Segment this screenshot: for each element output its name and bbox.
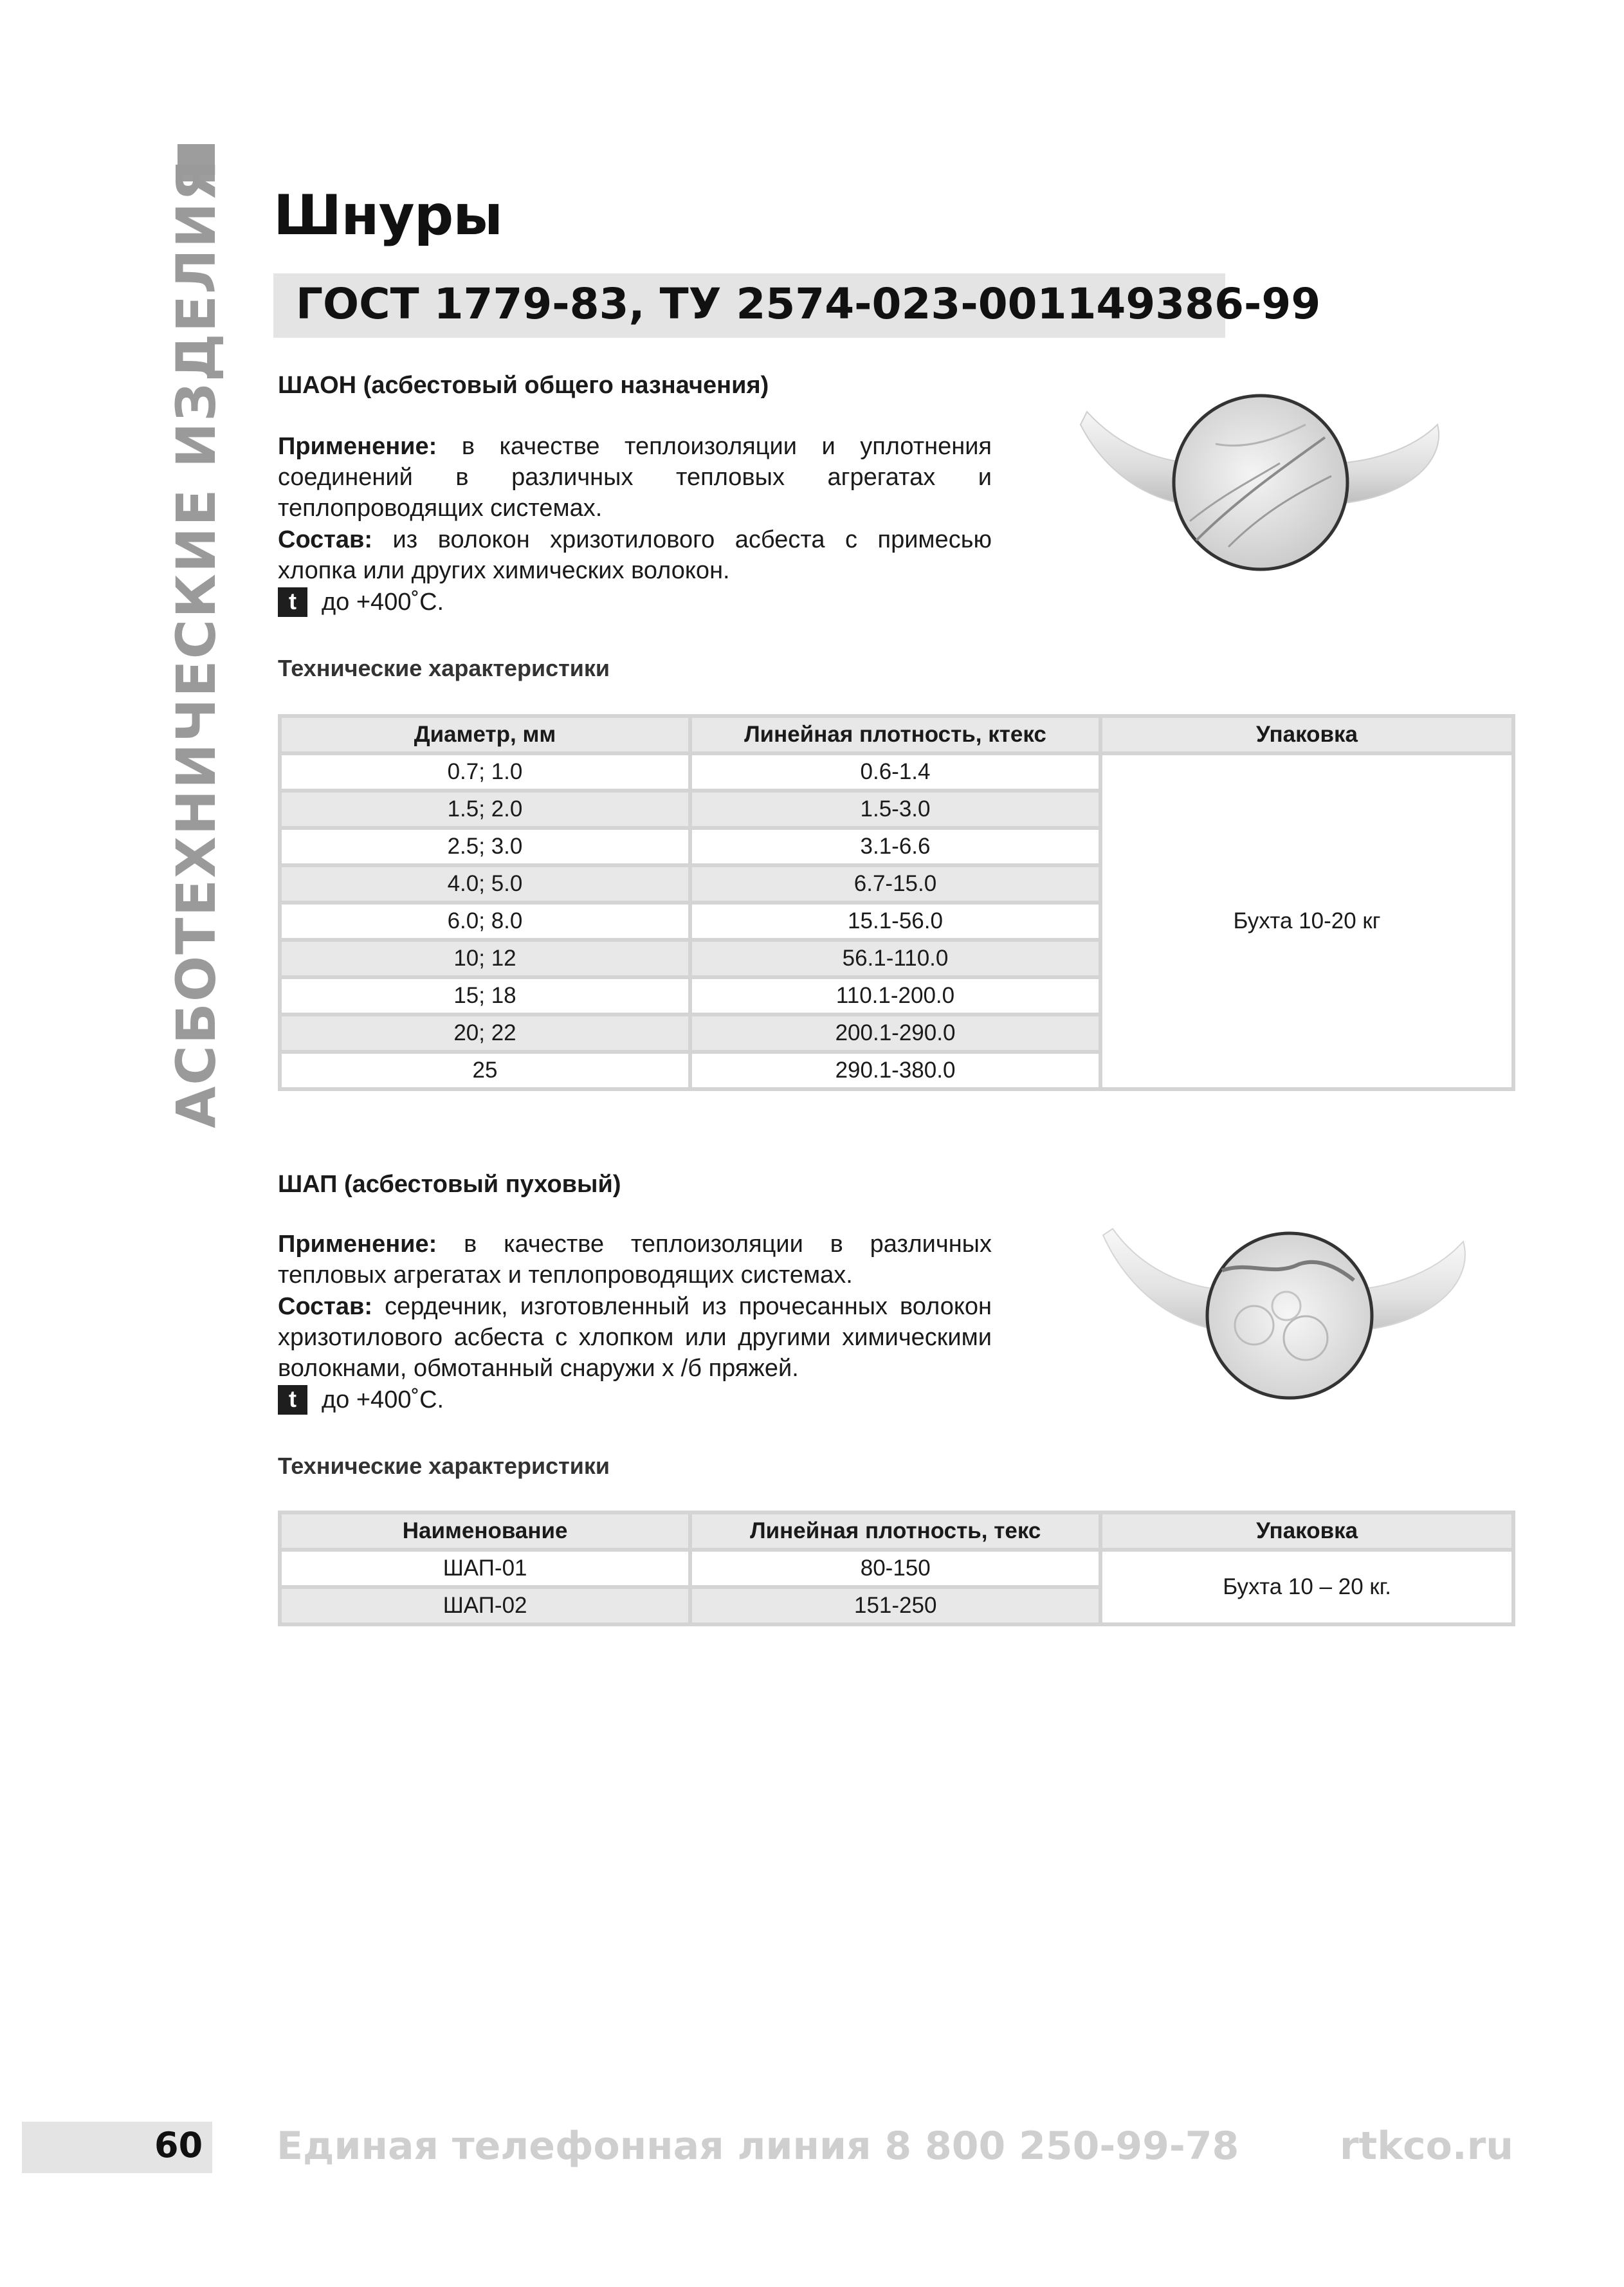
table-header-row: [282, 1514, 1511, 1548]
shaon-temperature-text: до +400˚С.: [322, 588, 444, 616]
table-cell: 80-150: [692, 1552, 1099, 1585]
table-cell: 290.1-380.0: [692, 1054, 1099, 1087]
table-cell: 25: [282, 1054, 688, 1087]
temperature-icon: t: [278, 587, 307, 617]
table-cell: 4.0; 5.0: [282, 867, 688, 901]
standard-title: ГОСТ 1779-83, ТУ 2574-023-001149386-99: [296, 279, 1321, 329]
table-cell: 0.6-1.4: [692, 755, 1099, 789]
packaging-cell: Бухта 10-20 кг: [1102, 755, 1511, 1087]
table-row: [282, 1552, 1511, 1585]
table-cell: 1.5; 2.0: [282, 793, 688, 826]
shaon-composition: [278, 524, 992, 586]
shap-temperature: [278, 1385, 444, 1415]
page-title: Шнуры: [273, 183, 503, 248]
shap-rope-photo: [1093, 1209, 1479, 1428]
table-header-row: [282, 718, 1511, 751]
table-cell: 110.1-200.0: [692, 979, 1099, 1013]
shaon-composition-text: из волокон хризотилового асбеста с примесью хлопка или других химических волокон.: [278, 526, 992, 584]
table-cell: 2.5; 3.0: [282, 830, 688, 863]
temperature-icon: t: [278, 1385, 307, 1415]
shap-title: ШАП (асбестовый пуховый): [278, 1171, 621, 1198]
table-header-cell: Упаковка: [1102, 718, 1511, 751]
table-cell: 20; 22: [282, 1016, 688, 1050]
table-cell: 0.7; 1.0: [282, 755, 688, 789]
shap-composition-text: сердечник, изготовленный из прочесанных волокон хризотилового асбеста с хлопком или другими химическими волокнами, обмотанный снаружи х /б пряжей.: [278, 1293, 992, 1382]
shaon-temperature: [278, 587, 444, 617]
page-number: 60: [154, 2125, 203, 2165]
table-cell: 56.1-110.0: [692, 942, 1099, 975]
shaon-application: [278, 431, 992, 524]
table-row: [282, 755, 1511, 789]
shap-specs-table: [278, 1511, 1515, 1626]
table-cell: ШАП-01: [282, 1552, 688, 1585]
table-cell: 10; 12: [282, 942, 688, 975]
shaon-specs-title: Технические характеристики: [278, 655, 610, 681]
shaon-application-label: Применение:: [278, 433, 437, 460]
table-cell: 1.5-3.0: [692, 793, 1099, 826]
shap-application: [278, 1229, 992, 1290]
table-cell: 15.1-56.0: [692, 905, 1099, 938]
shap-composition-label: Состав:: [278, 1293, 373, 1320]
table-header-cell: Диаметр, мм: [282, 718, 688, 751]
shap-application-label: Применение:: [278, 1231, 437, 1258]
shaon-composition-label: Состав:: [278, 526, 373, 553]
shaon-specs-table: [278, 714, 1515, 1091]
shap-specs-title: Технические характеристики: [278, 1453, 610, 1479]
footer-site-link[interactable]: rtkco.ru: [1339, 2124, 1513, 2169]
table-cell: 200.1-290.0: [692, 1016, 1099, 1050]
table-header-cell: Упаковка: [1102, 1514, 1511, 1548]
shaon-rope-photo: [1068, 386, 1454, 598]
footer-phone: Единая телефонная линия 8 800 250-99-78: [277, 2124, 1239, 2169]
table-cell: 6.7-15.0: [692, 867, 1099, 901]
table-header-cell: Линейная плотность, ктекс: [692, 718, 1099, 751]
table-cell: 151-250: [692, 1589, 1099, 1622]
shap-temperature-text: до +400˚С.: [322, 1386, 444, 1413]
shap-application-text: в качестве теплоизоляции в различных тепловых агрегатах и теплопроводящих системах.: [278, 1231, 992, 1289]
table-cell: 15; 18: [282, 979, 688, 1013]
table-header-cell: Наименование: [282, 1514, 688, 1548]
table-cell: 3.1-6.6: [692, 830, 1099, 863]
packaging-cell: Бухта 10 – 20 кг.: [1102, 1552, 1511, 1622]
shap-composition: [278, 1291, 992, 1384]
table-cell: ШАП-02: [282, 1589, 688, 1622]
table-cell: 6.0; 8.0: [282, 905, 688, 938]
table-header-cell: Линейная плотность, текс: [692, 1514, 1099, 1548]
shaon-application-text: в качестве теплоизоляции и уплотнения соединений в различных тепловых агрегатах и теплопроводящих системах.: [278, 433, 992, 522]
shaon-title: ШАОН (асбестовый общего назначения): [278, 372, 769, 399]
sidebar-section-label: АСБОТЕХНИЧЕСКИЕ ИЗДЕЛИЯ: [165, 158, 228, 1128]
